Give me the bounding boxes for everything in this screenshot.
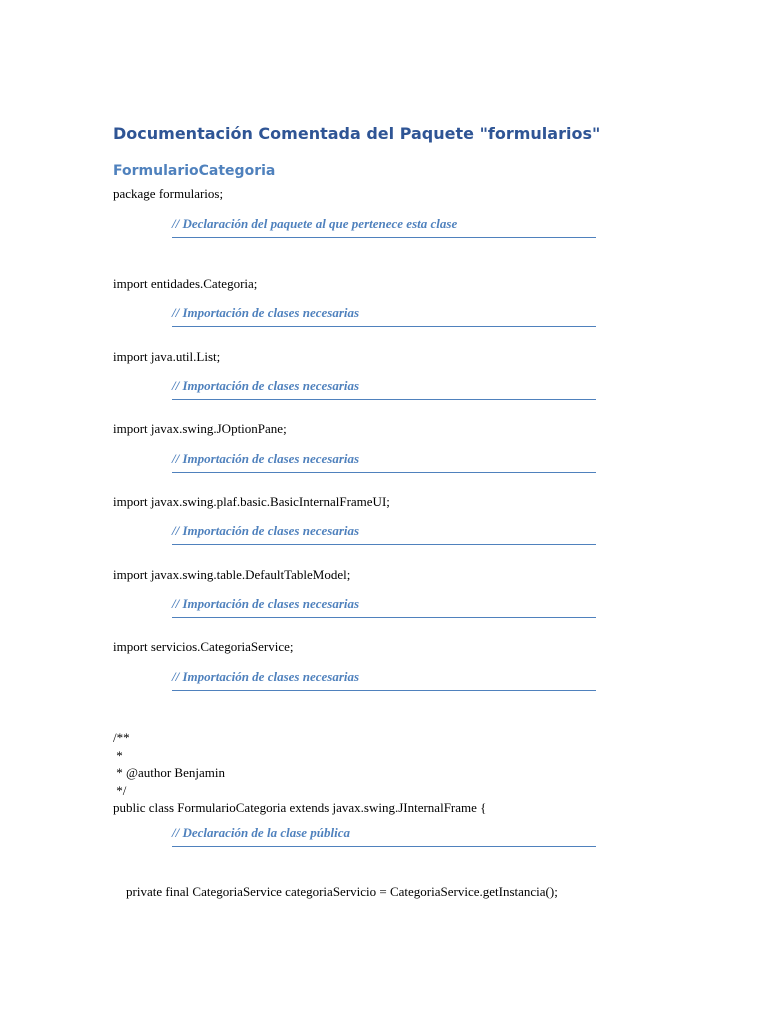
document-title: Documentación Comentada del Paquete "formularios" bbox=[113, 124, 601, 143]
code-line: private final CategoriaService categoriaServicio = CategoriaService.getInstancia(); bbox=[113, 884, 558, 899]
code-line: import javax.swing.JOptionPane; bbox=[113, 421, 287, 436]
section-heading: FormularioCategoria bbox=[113, 163, 276, 179]
comment-quote: // Importación de clases necesarias bbox=[172, 378, 596, 400]
comment-quote: // Importación de clases necesarias bbox=[172, 596, 596, 618]
comment-quote: // Declaración del paquete al que pertenece esta clase bbox=[172, 216, 596, 238]
comment-quote: // Importación de clases necesarias bbox=[172, 451, 596, 473]
code-line: package formularios; bbox=[113, 186, 224, 201]
comment-quote: // Importación de clases necesarias bbox=[172, 523, 596, 545]
code-line: import javax.swing.plaf.basic.BasicInternalFrameUI; bbox=[113, 494, 390, 509]
code-line: import entidades.Categoria; bbox=[113, 276, 258, 291]
code-line: import servicios.CategoriaService; bbox=[113, 639, 294, 654]
code-block: /** * * @author Benjamin */ public class FormularioCategoria extends javax.swing.JInternalFrame { bbox=[113, 730, 487, 815]
code-line: import javax.swing.table.DefaultTableModel; bbox=[113, 567, 351, 582]
code-line: import java.util.List; bbox=[113, 349, 221, 364]
comment-quote: // Importación de clases necesarias bbox=[172, 305, 596, 327]
comment-quote: // Importación de clases necesarias bbox=[172, 669, 596, 691]
comment-quote: // Declaración de la clase pública bbox=[172, 825, 596, 847]
